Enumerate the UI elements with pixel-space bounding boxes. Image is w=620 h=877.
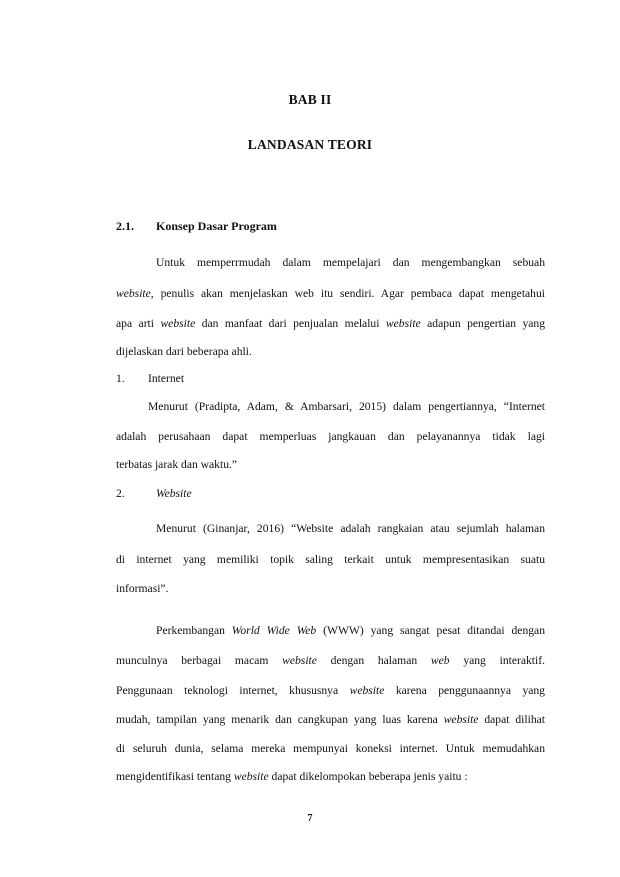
term-website: website [233,770,269,783]
para-line-1: Perkembangan World Wide Web (WWW) yang sangat pesat ditandai dengan [156,624,545,637]
chapter-title: LANDASAN TEORI [247,137,373,152]
para-line-5: di seluruh dunia, selama mereka mempunyai koneksi internet. Untuk memudahkan [116,742,545,755]
section-number: 2.1. [116,219,134,233]
item-1-line-3: terbatas jarak dan waktu.” [116,458,238,471]
intro-line-1: Untuk memperrmudah dalam mempelajari dan mengembangkan sebuah [156,256,545,269]
intro-line-2: website, penulis akan menjelaskan web itu sendiri. Agar pembaca dapat mengetahui [116,287,545,300]
term-website: website [116,287,151,300]
item-2-line-3: informasi”. [116,582,169,595]
item-1-label: Internet [148,372,185,385]
term-website: website [443,713,479,726]
term-website: website [385,317,421,330]
item-1-line-2: adalah perusahaan dapat memperluas jangkauan dan pelayanannya tidak lagi [116,430,545,443]
section-heading [116,219,277,234]
item-2-label: Website [156,487,192,500]
intro-line-4: dijelaskan dari beberapa ahli. [116,345,252,358]
term-web: web [430,654,450,667]
para-line-4: mudah, tampilan yang menarik dan cangkupan yang luas karena website dapat dilihat [116,713,545,726]
term-website: website [282,654,317,667]
item-2-line-2: di internet yang memiliki topik saling terkait untuk mempresentasikan suatu [116,553,545,566]
term-www: World Wide Web [231,624,317,637]
para-line-2: munculnya berbagai macam website dengan halaman web yang interaktif. [116,654,545,667]
page-number: 7 [307,813,313,824]
section-title: Konsep Dasar Program [156,219,277,233]
item-2-line-1: Menurut (Ginanjar, 2016) “Website adalah rangkaian atau sejumlah halaman [156,522,545,535]
item-1-number: 1. [116,372,125,385]
chapter-number: BAB II [288,92,332,107]
item-1-line-1: Menurut (Pradipta, Adam, & Ambarsari, 2015) dalam pengertiannya, “Internet [148,400,545,413]
intro-line-3: apa arti website dan manfaat dari penjualan melalui website adapun pengertian yang [116,317,545,330]
term-website: website [160,317,196,330]
para-line-3: Penggunaan teknologi internet, khususnya website karena penggunaannya yang [116,684,545,697]
term-website: website [349,684,385,697]
item-2-number: 2. [116,487,125,500]
para-line-6: mengidentifikasi tentang website dapat dikelompokan beberapa jenis yaitu : [116,770,468,783]
